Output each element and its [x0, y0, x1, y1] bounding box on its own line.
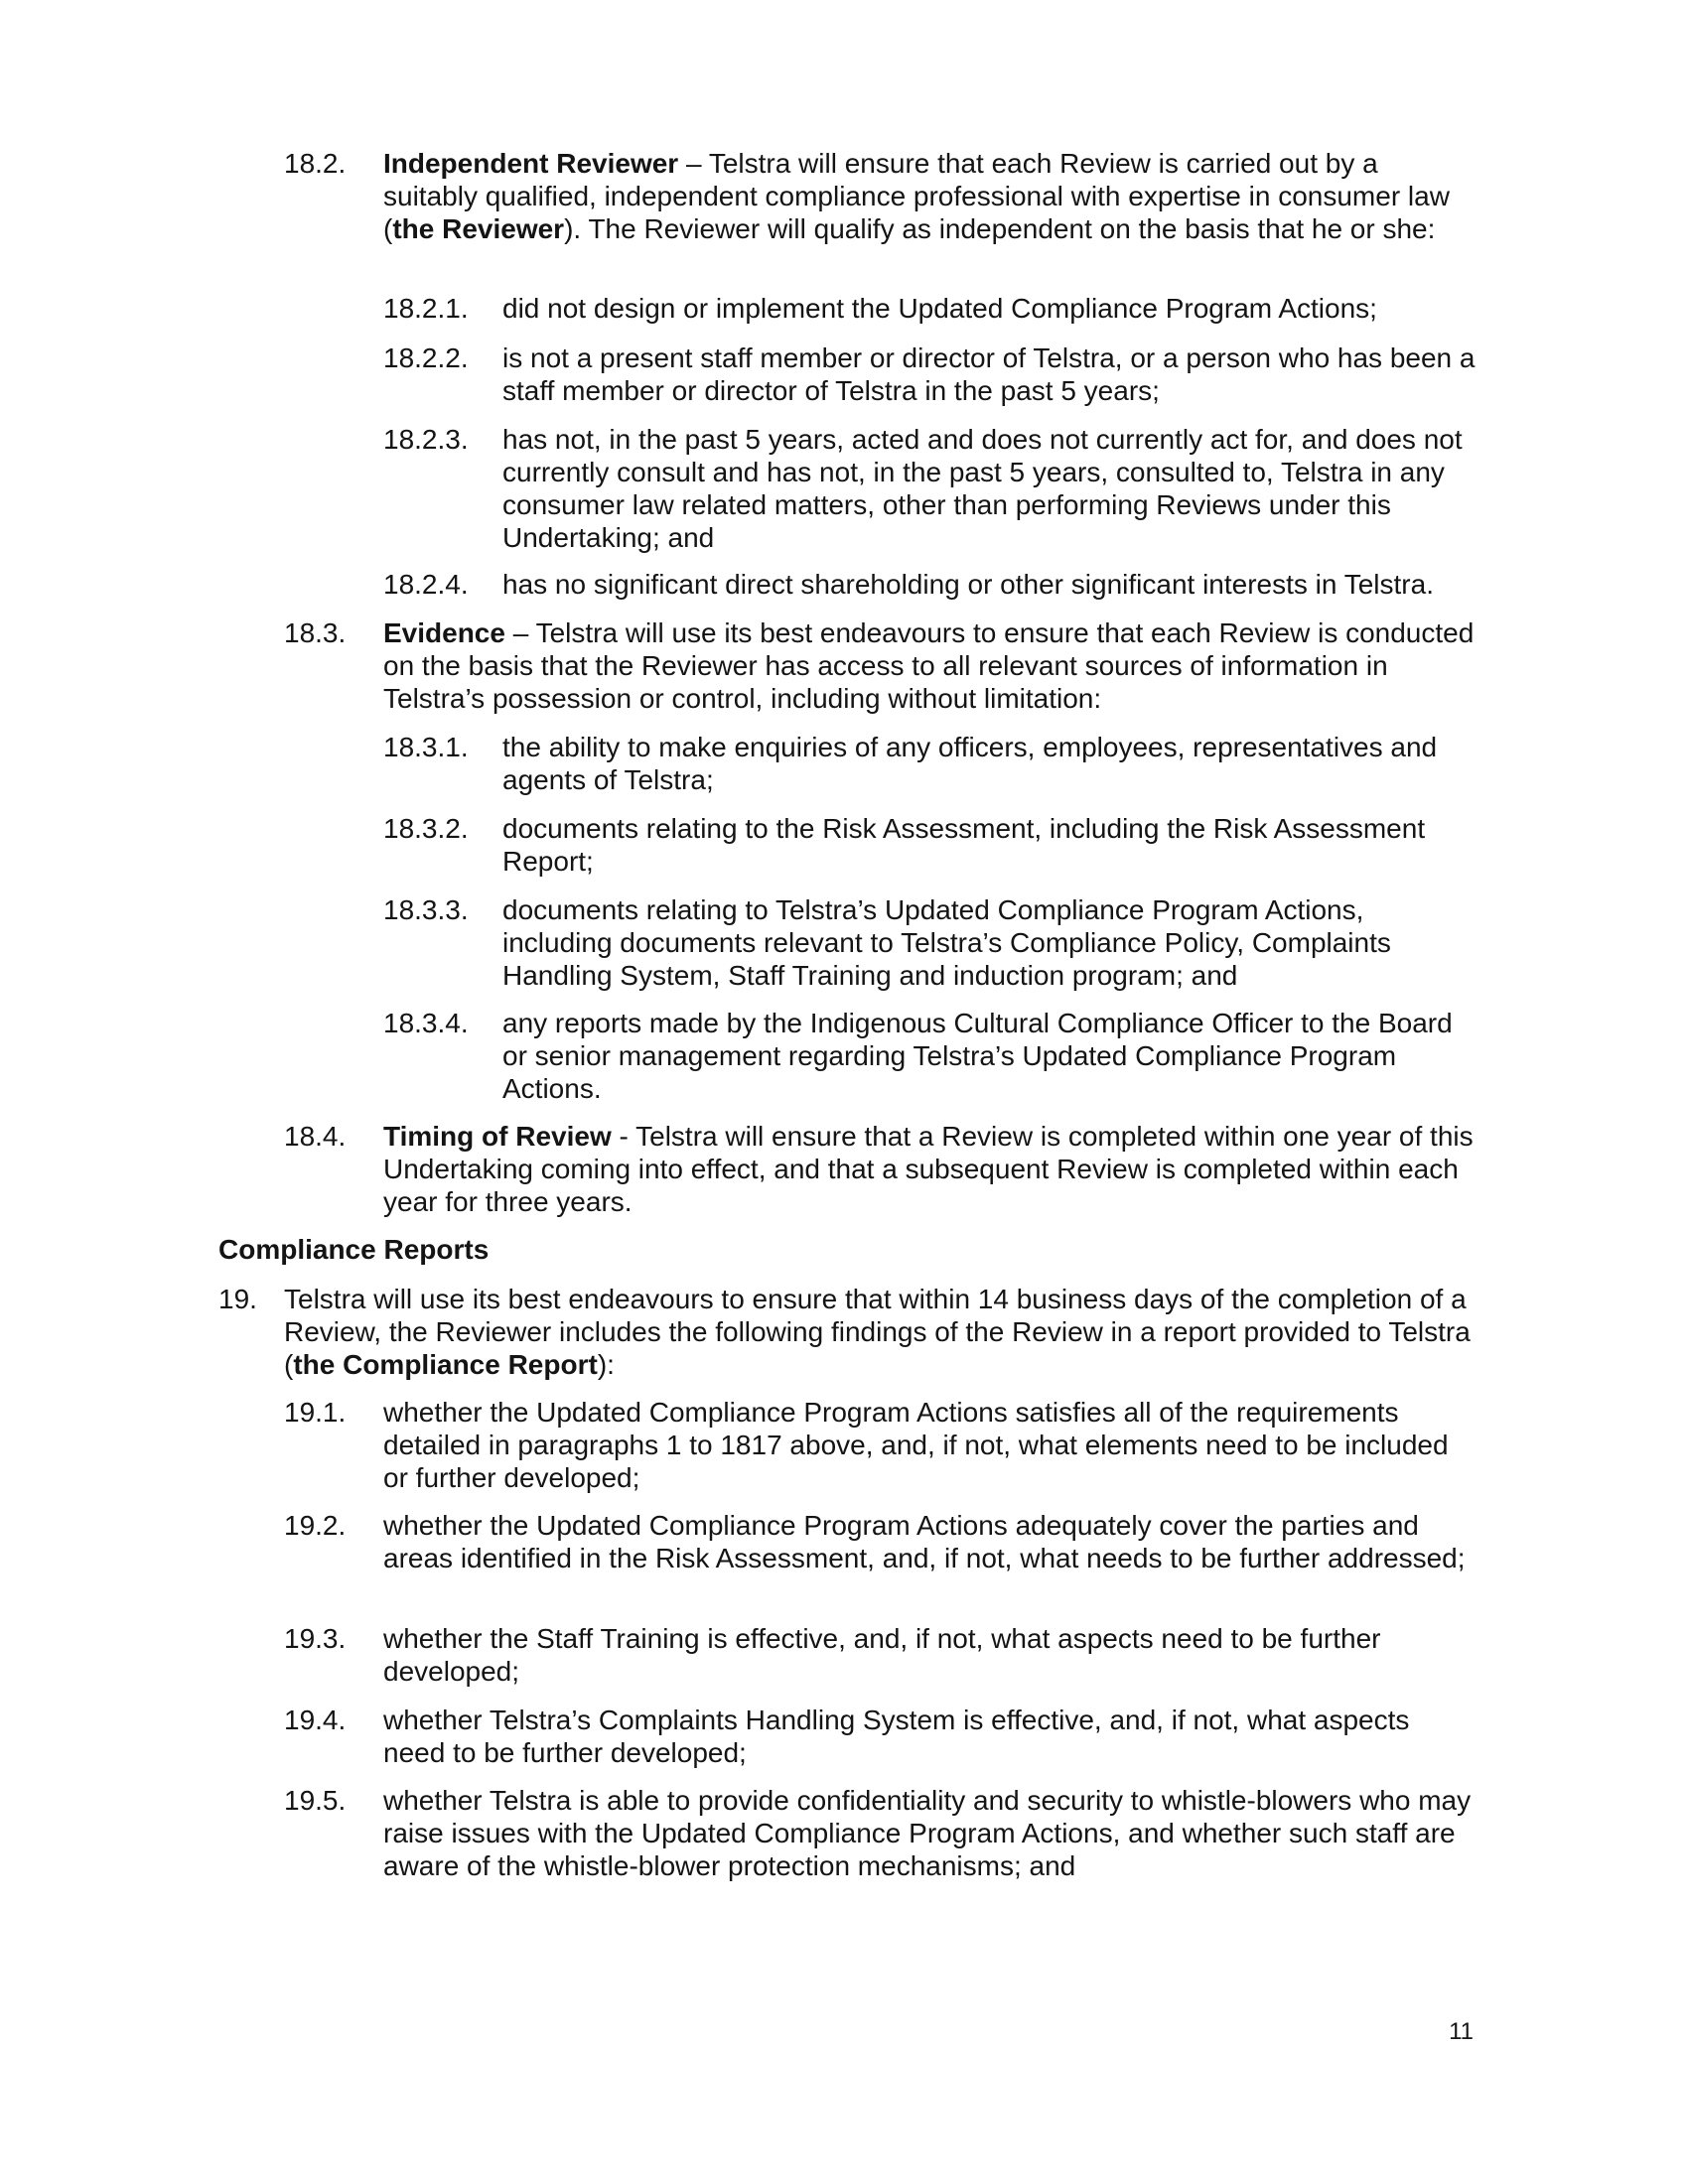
clause-18-3-4: 18.3.4. any reports made by the Indigenous Cultural Compliance Officer to the Board or senior management regarding Telstra’s Updated Compliance Program Actions. [383, 1008, 1453, 1104]
clause-title: Evidence [383, 617, 505, 648]
clause-number: 18.2. [284, 148, 347, 179]
clause-18-2-2: 18.2.2. is not a present staff member or director of Telstra, or a person who has been a staff member or director of Telstra in the past 5 years; [383, 342, 1476, 406]
defined-term: the Reviewer [392, 213, 565, 244]
clause-19-2: 19.2. whether the Updated Compliance Program Actions adequately cover the parties and areas identified in the Risk Assessment, and, if not, what needs to be further addressed; [284, 1510, 1466, 1573]
clause-18-2 [284, 147, 1476, 245]
clause-18-3-3: 18.3.3. documents relating to Telstra’s Updated Compliance Program Actions, including documents relevant to Telstra’s Compliance Policy, Complaints Handling System, Staff Training and induction program; and [383, 894, 1391, 991]
clause-title: Timing of Review [383, 1121, 612, 1152]
section-heading: Compliance Reports [218, 1234, 490, 1265]
defined-term: the Compliance Report [293, 1349, 598, 1380]
clause-19-1: 19.1. whether the Updated Compliance Program Actions satisfies all of the requirements detailed in paragraphs 1 to 1817 above, and, if not, what elements need to be included or further developed; [284, 1397, 1449, 1493]
page-number: 11 [1449, 2018, 1474, 2045]
clause-18-2-4: 18.2.4. has no significant direct shareholding or other significant interests in Telstra. [383, 569, 1434, 600]
clause-text: Independent Reviewer – Telstra will ensure that each Review is carried out by a suitably qualified, independent compliance professional with expertise in consumer law (the Reviewer). The Reviewer will qualify as independent on the basis that he or she: [383, 148, 1450, 244]
clause-18-3: 18.3. Evidence – Telstra will use its best endeavours to ensure that each Review is conducted on the basis that the Reviewer has access to all relevant sources of information in Telstra’s possession or control, including without limitation: [284, 617, 1475, 714]
clause-18-3-1: 18.3.1. the ability to make enquiries of any officers, employees, representatives and agents of Telstra; [383, 732, 1438, 795]
clause-18-3-2: 18.3.2. documents relating to the Risk Assessment, including the Risk Assessment Report; [383, 813, 1426, 877]
clause-19-5: 19.5. whether Telstra is able to provide confidentiality and security to whistle-blowers who may raise issues with the Updated Compliance Program Actions, and whether such staff are aware of the whistle-blower protection mechanisms; and [284, 1785, 1472, 1881]
clause-18-2-1: 18.2.1. did not design or implement the Updated Compliance Program Actions; [383, 293, 1377, 324]
clause-19-3: 19.3. whether the Staff Training is effective, and, if not, what aspects need to be further developed; [284, 1623, 1381, 1687]
clause-18-4: 18.4. Timing of Review - Telstra will ensure that a Review is completed within one year of this Undertaking coming into effect, and that a subsequent Review is completed within each year for three years. [284, 1121, 1474, 1217]
clause-18-2-3: 18.2.3. has not, in the past 5 years, acted and does not currently act for, and does not currently consult and has not, in the past 5 years, consulted to, Telstra in any consumer law related matters, other than performing Reviews under this Undertaking; and [383, 424, 1463, 553]
clause-title: Independent Reviewer [383, 148, 679, 179]
clause-19: 19. Telstra will use its best endeavours to ensure that within 14 business days of the completion of a Review, the Reviewer includes the following findings of the Review in a report provided to Telstra (the Compliance Report): [218, 1284, 1471, 1380]
clause-19-4: 19.4. whether Telstra’s Complaints Handling System is effective, and, if not, what aspects need to be further developed; [284, 1705, 1410, 1768]
